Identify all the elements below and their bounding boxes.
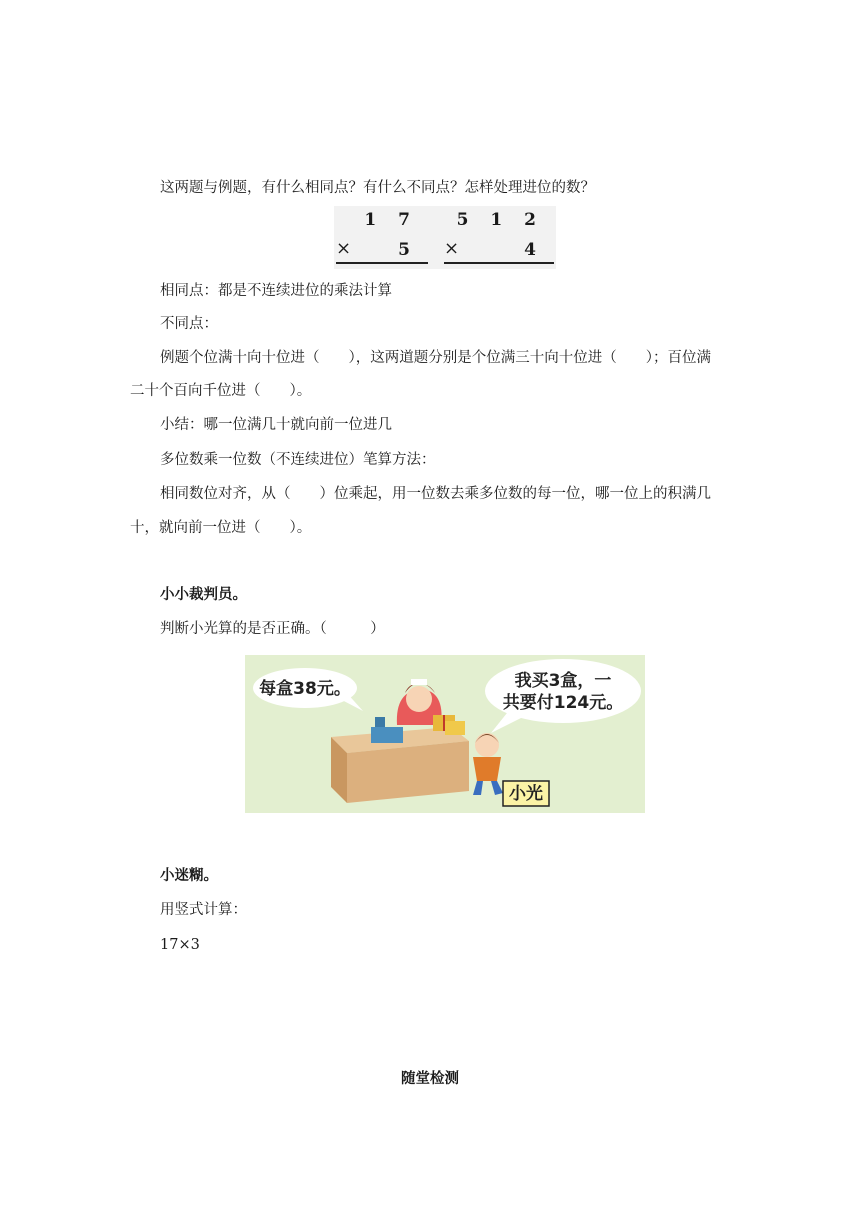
boy-xiaoguang: [475, 733, 499, 757]
name-tag-text: 小光: [509, 784, 543, 804]
diff-label: 不同点：: [160, 316, 218, 332]
calc2-top: 5 1 2: [456, 210, 544, 230]
calc1-bar: [336, 262, 428, 264]
intro-question: 这两题与例题，有什么相同点？有什么不同点？怎样处理进位的数？: [160, 180, 595, 196]
cash-register: [371, 727, 403, 743]
calc1-multiplier: 5: [398, 240, 418, 260]
puzzle-expression: 17×3: [160, 937, 200, 953]
calc2-bar: [444, 262, 554, 264]
calc2-multiplier: 4: [524, 240, 544, 260]
right-bubble-line-1: 我买3盒，一: [514, 671, 612, 691]
right-bubble-line-2: 共要付124元。: [502, 693, 624, 713]
method-line-1: 相同数位对齐，从（ ）位乘起，用一位数去乘多位数的每一位，哪一位上的积满几: [160, 486, 711, 502]
puzzle-instruction: 用竖式计算：: [160, 902, 247, 918]
shop-illustration: [245, 655, 645, 813]
calc1-top: 1 7: [364, 210, 418, 230]
calc1-times: ×: [336, 238, 352, 259]
section-judge-title: 小小裁判员。: [160, 587, 247, 603]
vertical-calculations: [334, 206, 556, 269]
method-line-2: 十，就向前一位进（ ）。: [130, 520, 312, 536]
summary: 小结：哪一位满几十就向前一位进几: [160, 417, 392, 433]
section-puzzle-title: 小迷糊。: [160, 868, 218, 884]
diff-line-1: 例题个位满十向十位进（ ），这两道题分别是个位满三十向十位进（ ）；百位满: [160, 350, 711, 366]
diff-line-2: 二十个百向千位进（ ）。: [130, 383, 312, 399]
judge-question: 判断小光算的是否正确。（ ）: [160, 621, 385, 637]
left-bubble-text: 每盒38元。: [259, 679, 351, 699]
calc-512x4: [444, 206, 554, 269]
calc-17x5: [336, 206, 428, 269]
same-point: 相同点：都是不连续进位的乘法计算: [160, 283, 392, 299]
method-title: 多位数乘一位数（不连续进位）笔算方法：: [160, 452, 436, 468]
calc2-times: ×: [444, 238, 460, 259]
section-test-title: 随堂检测: [401, 1071, 459, 1087]
